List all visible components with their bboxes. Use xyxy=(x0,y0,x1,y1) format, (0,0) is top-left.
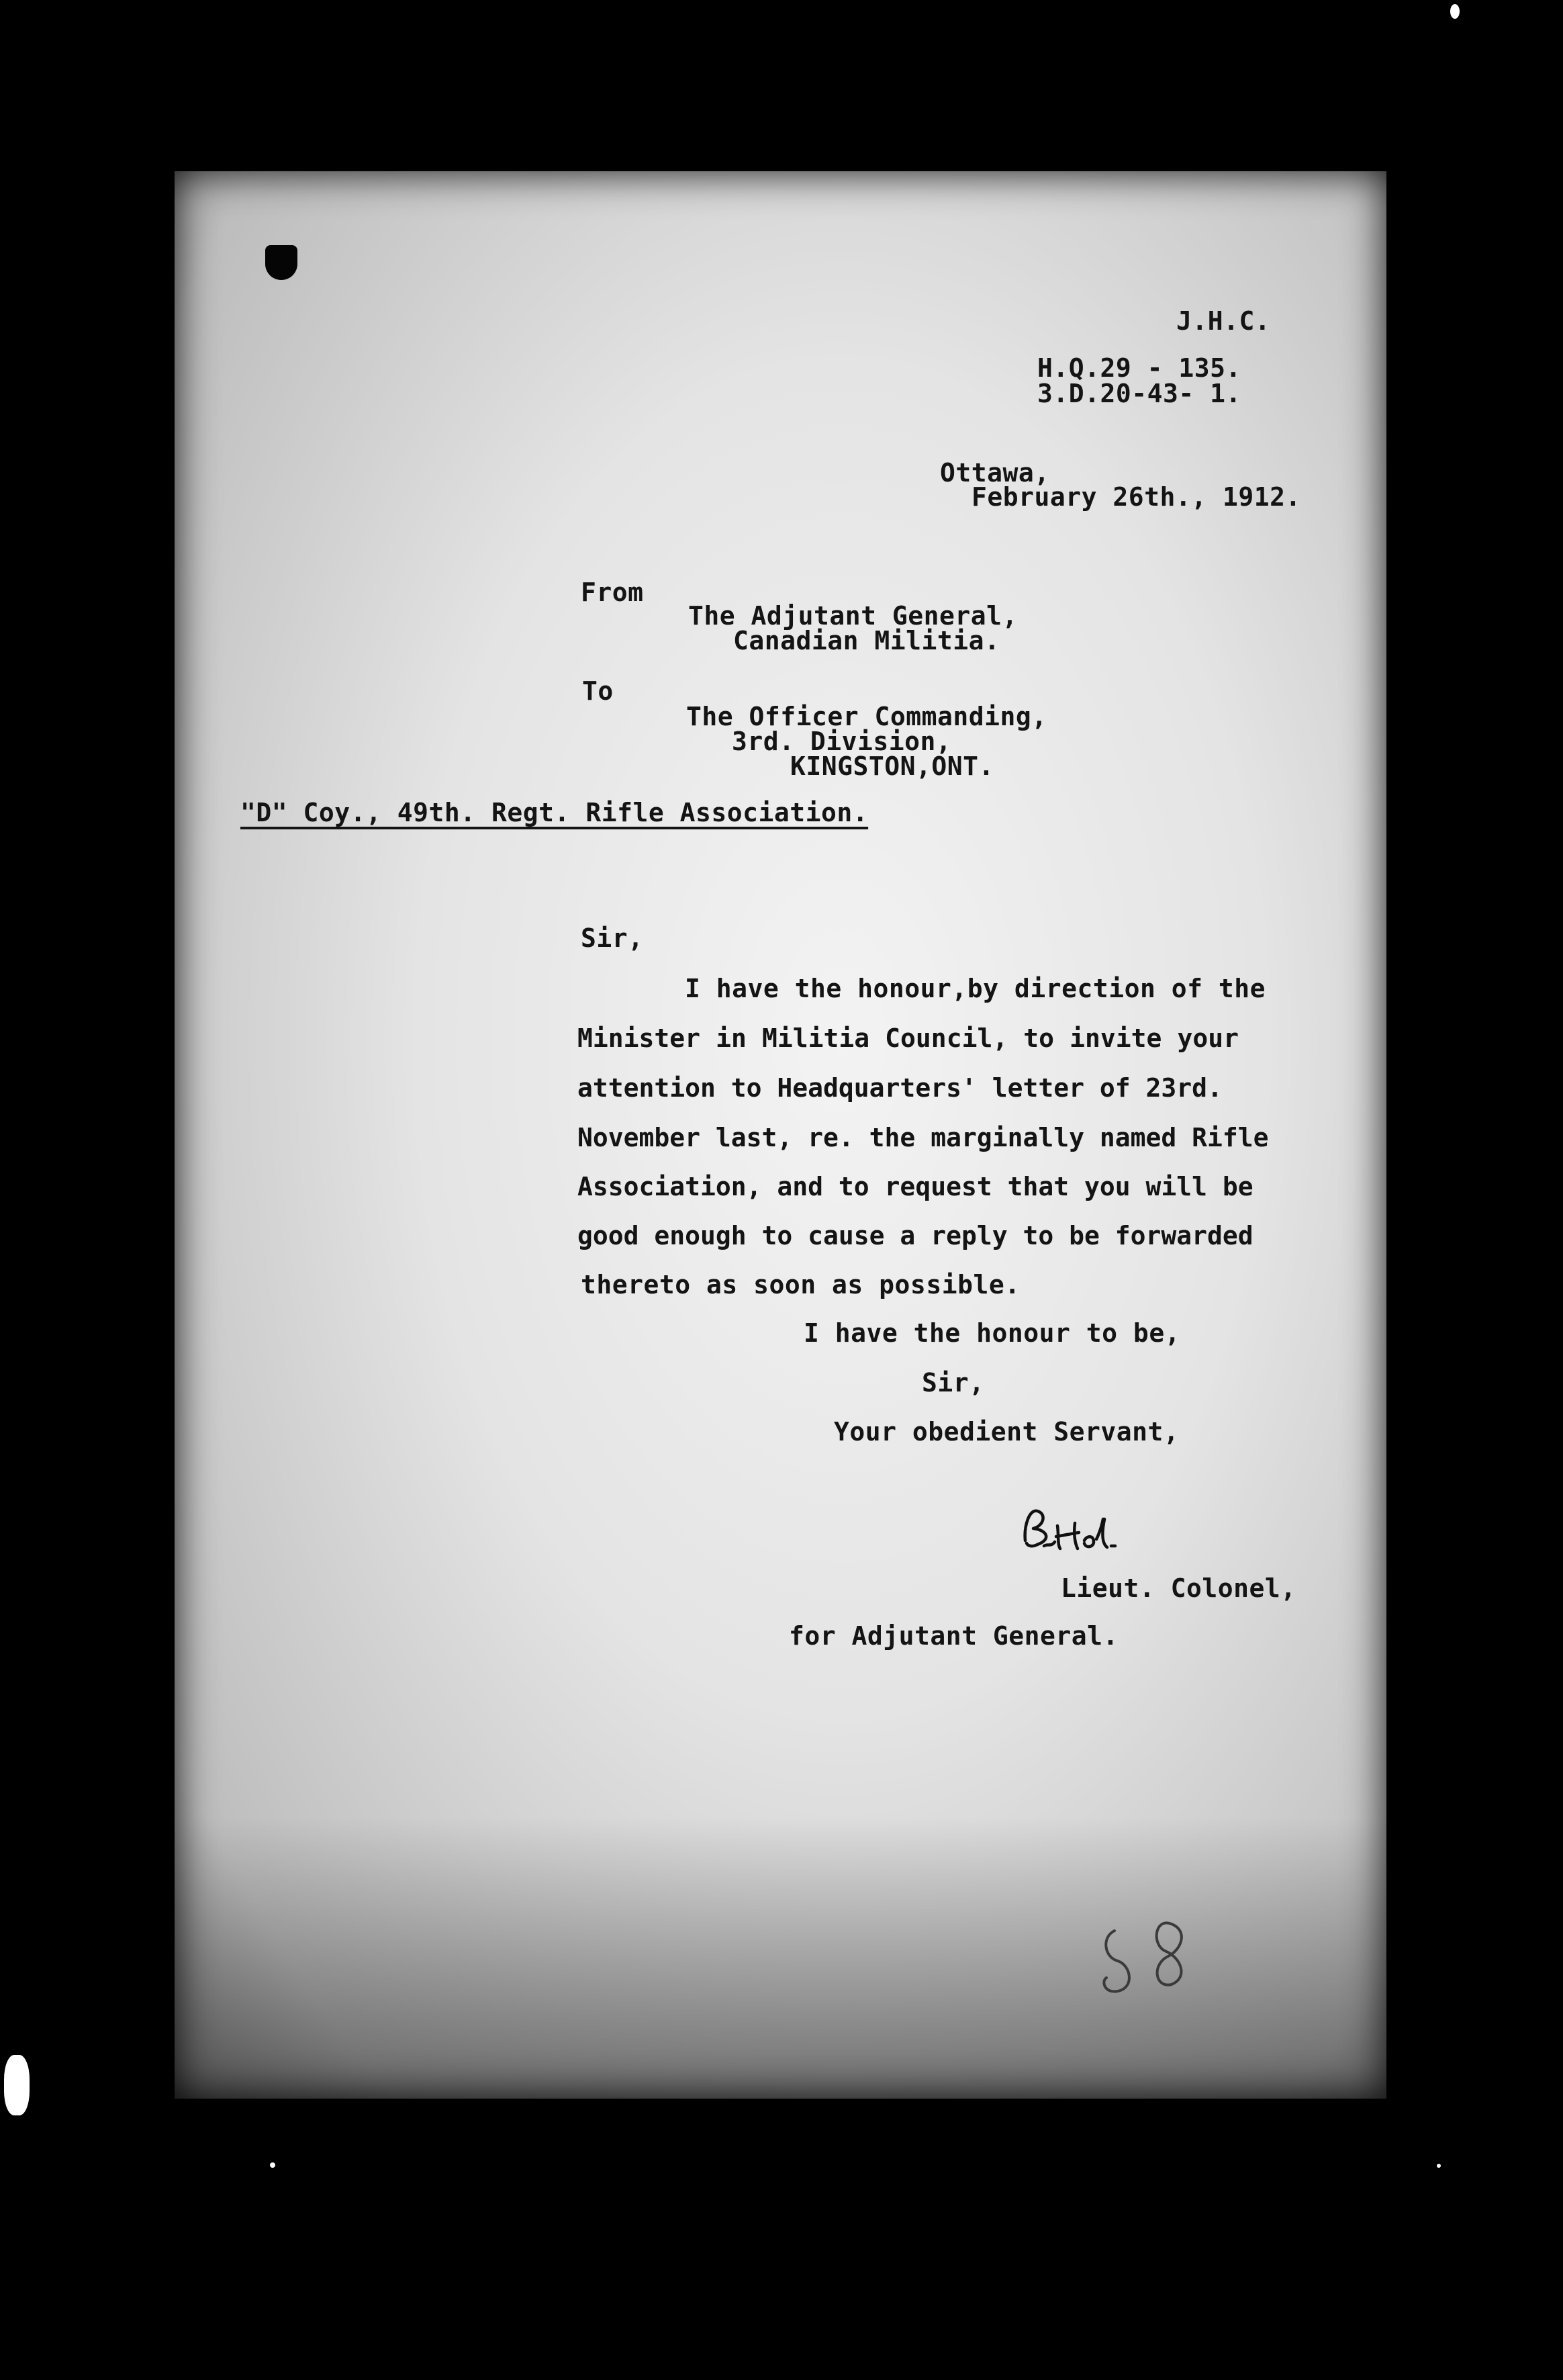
header-initials: J.H.C. xyxy=(1176,306,1271,336)
salutation: Sir, xyxy=(581,923,644,953)
film-speck xyxy=(1450,4,1460,19)
film-speck xyxy=(1437,2164,1441,2168)
dateline-place: Ottawa, xyxy=(940,458,1050,488)
body-line: November last, re. the marginally named Rifle xyxy=(577,1123,1269,1152)
pencil-note-text: 58 xyxy=(1088,1904,1089,1905)
from-label: From xyxy=(581,578,644,607)
signature-text: B.H.d. xyxy=(1017,1499,1020,1500)
body-line: Minister in Militia Council, to invite your xyxy=(577,1023,1239,1053)
dateline-date: February 26th., 1912. xyxy=(972,482,1301,512)
to-label: To xyxy=(582,676,614,706)
body-line: Association, and to request that you will be xyxy=(577,1172,1253,1201)
from-line: Canadian Militia. xyxy=(733,626,1000,655)
to-line: 3rd. Division, xyxy=(732,727,952,756)
body-line: I have the honour,by direction of the xyxy=(685,974,1266,1003)
body-line: attention to Headquarters' letter of 23rd. xyxy=(577,1073,1223,1103)
film-speck xyxy=(4,2055,30,2115)
body-line: thereto as soon as possible. xyxy=(581,1270,1021,1299)
subject-line: "D" Coy., 49th. Regt. Rifle Association. xyxy=(240,798,869,827)
handwritten-signature xyxy=(1017,1499,1165,1559)
file-reference: H.Q.29 - 135. xyxy=(1037,353,1241,383)
signatory-rank: Lieut. Colonel, xyxy=(1061,1573,1296,1603)
to-line: The Officer Commanding, xyxy=(686,702,1047,731)
body-line: good enough to cause a reply to be forwarded xyxy=(577,1221,1253,1250)
closing-line: I have the honour to be, xyxy=(804,1318,1181,1348)
film-speck xyxy=(270,2162,275,2168)
punch-hole xyxy=(265,245,297,280)
pencil-note xyxy=(1088,1904,1209,2018)
signatory-role: for Adjutant General. xyxy=(789,1621,1119,1651)
closing-line: Your obedient Servant, xyxy=(834,1417,1180,1447)
to-line: KINGSTON,ONT. xyxy=(790,751,994,781)
closing-line: Sir, xyxy=(922,1368,985,1398)
from-line: The Adjutant General, xyxy=(688,601,1018,631)
file-reference: 3.D.20-43- 1. xyxy=(1037,379,1241,408)
